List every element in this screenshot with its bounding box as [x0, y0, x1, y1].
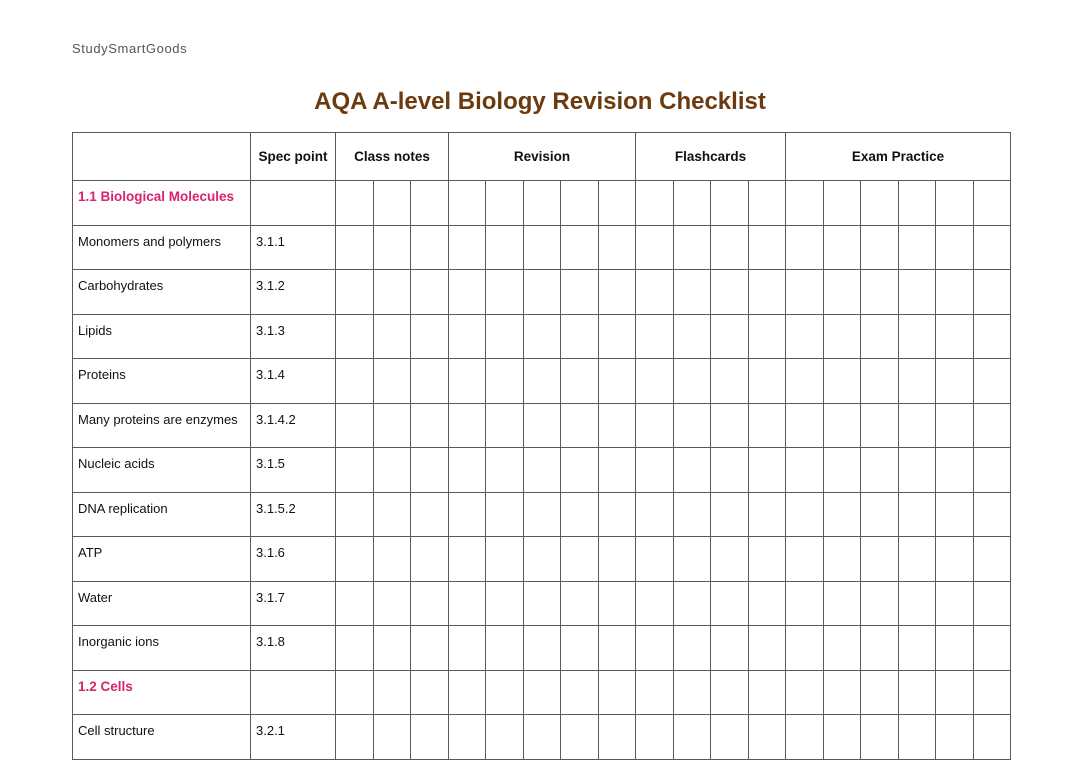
class-notes-checkbox-cell[interactable]	[336, 715, 374, 760]
exam-practice-checkbox-cell[interactable]	[861, 403, 899, 448]
revision-checkbox-cell[interactable]	[449, 626, 486, 671]
topic-column-header	[73, 133, 251, 181]
exam-practice-checkbox-cell[interactable]	[899, 537, 936, 582]
header-row	[73, 133, 1011, 181]
revision-checkbox-cell[interactable]	[449, 492, 486, 537]
revision-checkbox-cell[interactable]	[524, 403, 561, 448]
revision-checkbox-cell[interactable]	[599, 448, 636, 493]
flashcards-checkbox-cell[interactable]	[749, 181, 786, 226]
flashcards-checkbox-cell[interactable]	[711, 181, 749, 226]
topic-cell: ATP	[73, 537, 251, 582]
revision-checkbox-cell[interactable]	[449, 403, 486, 448]
exam-practice-checkbox-cell[interactable]	[936, 270, 974, 315]
flashcards-checkbox-cell[interactable]	[636, 626, 674, 671]
table-row	[73, 314, 1011, 359]
class-notes-checkbox-cell[interactable]	[374, 448, 411, 493]
class-notes-checkbox-cell[interactable]	[411, 359, 449, 404]
revision-checkbox-cell[interactable]	[486, 225, 524, 270]
exam-practice-checkbox-cell[interactable]	[974, 581, 1011, 626]
section-row	[73, 181, 1011, 226]
exam-practice-checkbox-cell[interactable]	[824, 492, 861, 537]
flashcards-checkbox-cell[interactable]	[711, 670, 749, 715]
exam-practice-checkbox-cell[interactable]	[974, 314, 1011, 359]
exam-practice-checkbox-cell[interactable]	[899, 270, 936, 315]
revision-checkbox-cell[interactable]	[449, 448, 486, 493]
spec-point-cell: 3.1.4.2	[251, 403, 336, 448]
topic-cell: Many proteins are enzymes	[73, 403, 251, 448]
revision-checkbox-cell[interactable]	[524, 314, 561, 359]
table-row	[73, 403, 1011, 448]
spec-point-cell: 3.1.3	[251, 314, 336, 359]
flashcards-checkbox-cell[interactable]	[711, 581, 749, 626]
flashcards-checkbox-cell[interactable]	[674, 448, 711, 493]
class-notes-checkbox-cell[interactable]	[374, 715, 411, 760]
flashcards-checkbox-cell[interactable]	[674, 492, 711, 537]
revision-checkbox-cell[interactable]	[449, 670, 486, 715]
exam-practice-checkbox-cell[interactable]	[824, 403, 861, 448]
flashcards-checkbox-cell[interactable]	[749, 670, 786, 715]
table-row	[73, 359, 1011, 404]
revision-checkbox-cell[interactable]	[486, 448, 524, 493]
revision-checkbox-cell[interactable]	[561, 181, 599, 226]
spec-point-cell: 3.1.6	[251, 537, 336, 582]
section-heading: 1.2 Cells	[73, 670, 251, 715]
exam-practice-checkbox-cell[interactable]	[936, 581, 974, 626]
revision-checkbox-cell[interactable]	[599, 270, 636, 315]
revision-checkbox-cell[interactable]	[486, 670, 524, 715]
revision-checkbox-cell[interactable]	[524, 181, 561, 226]
class-notes-checkbox-cell[interactable]	[374, 581, 411, 626]
revision-checkbox-cell[interactable]	[449, 359, 486, 404]
exam-practice-checkbox-cell[interactable]	[936, 537, 974, 582]
revision-checkbox-cell[interactable]	[486, 403, 524, 448]
class-notes-checkbox-cell[interactable]	[411, 225, 449, 270]
exam-practice-checkbox-cell[interactable]	[861, 270, 899, 315]
exam-practice-checkbox-cell[interactable]	[786, 314, 824, 359]
exam-practice-checkbox-cell[interactable]	[786, 225, 824, 270]
revision-checkbox-cell[interactable]	[561, 448, 599, 493]
revision-checkbox-cell[interactable]	[561, 537, 599, 582]
exam-practice-checkbox-cell[interactable]	[786, 403, 824, 448]
flashcards-checkbox-cell[interactable]	[749, 715, 786, 760]
exam-practice-checkbox-cell[interactable]	[861, 715, 899, 760]
flashcards-checkbox-cell[interactable]	[749, 537, 786, 582]
exam-practice-checkbox-cell[interactable]	[899, 492, 936, 537]
flashcards-checkbox-cell[interactable]	[636, 403, 674, 448]
flashcards-checkbox-cell[interactable]	[749, 359, 786, 404]
class-notes-checkbox-cell[interactable]	[374, 492, 411, 537]
class-notes-checkbox-cell[interactable]	[336, 314, 374, 359]
class-notes-checkbox-cell[interactable]	[411, 581, 449, 626]
exam-practice-checkbox-cell[interactable]	[824, 448, 861, 493]
exam-practice-checkbox-cell[interactable]	[974, 403, 1011, 448]
revision-checkbox-cell[interactable]	[561, 715, 599, 760]
class-notes-checkbox-cell[interactable]	[336, 403, 374, 448]
revision-checkbox-cell[interactable]	[599, 581, 636, 626]
revision-checkbox-cell[interactable]	[599, 492, 636, 537]
revision-checkbox-cell[interactable]	[486, 537, 524, 582]
flashcards-checkbox-cell[interactable]	[749, 492, 786, 537]
class-notes-checkbox-cell[interactable]	[411, 537, 449, 582]
exam-practice-checkbox-cell[interactable]	[899, 581, 936, 626]
revision-checkbox-cell[interactable]	[561, 670, 599, 715]
class-notes-checkbox-cell[interactable]	[336, 359, 374, 404]
revision-checkbox-cell[interactable]	[524, 492, 561, 537]
exam-practice-checkbox-cell[interactable]	[786, 670, 824, 715]
exam-practice-checkbox-cell[interactable]	[861, 581, 899, 626]
exam-practice-checkbox-cell[interactable]	[786, 492, 824, 537]
revision-checkbox-cell[interactable]	[524, 225, 561, 270]
flashcards-checkbox-cell[interactable]	[674, 359, 711, 404]
class-notes-checkbox-cell[interactable]	[336, 581, 374, 626]
exam-practice-checkbox-cell[interactable]	[974, 537, 1011, 582]
revision-checkbox-cell[interactable]	[486, 715, 524, 760]
flashcards-checkbox-cell[interactable]	[711, 403, 749, 448]
spec-point-cell: 3.1.2	[251, 270, 336, 315]
revision-checkbox-cell[interactable]	[486, 314, 524, 359]
exam-practice-checkbox-cell[interactable]	[899, 715, 936, 760]
exam-practice-checkbox-cell[interactable]	[974, 492, 1011, 537]
exam-practice-checkbox-cell[interactable]	[936, 314, 974, 359]
class-notes-checkbox-cell[interactable]	[411, 670, 449, 715]
exam-practice-checkbox-cell[interactable]	[861, 626, 899, 671]
topic-cell: Monomers and polymers	[73, 225, 251, 270]
exam-practice-checkbox-cell[interactable]	[899, 670, 936, 715]
flashcards-checkbox-cell[interactable]	[636, 715, 674, 760]
exam-practice-checkbox-cell[interactable]	[824, 225, 861, 270]
flashcards-checkbox-cell[interactable]	[674, 581, 711, 626]
exam-practice-checkbox-cell[interactable]	[824, 670, 861, 715]
flashcards-column-header: Flashcards	[636, 133, 786, 181]
brand-name: StudySmartGoods	[72, 41, 188, 56]
flashcards-checkbox-cell[interactable]	[749, 225, 786, 270]
exam-practice-checkbox-cell[interactable]	[974, 626, 1011, 671]
exam-practice-checkbox-cell[interactable]	[861, 225, 899, 270]
revision-checkbox-cell[interactable]	[486, 181, 524, 226]
class-notes-checkbox-cell[interactable]	[374, 626, 411, 671]
exam-practice-column-header: Exam Practice	[786, 133, 1011, 181]
flashcards-checkbox-cell[interactable]	[674, 715, 711, 760]
spec-point-cell: 3.2.1	[251, 715, 336, 760]
page-title: AQA A-level Biology Revision Checklist	[314, 88, 766, 115]
class-notes-checkbox-cell[interactable]	[336, 448, 374, 493]
revision-checkbox-cell[interactable]	[561, 403, 599, 448]
class-notes-checkbox-cell[interactable]	[336, 670, 374, 715]
flashcards-checkbox-cell[interactable]	[749, 314, 786, 359]
exam-practice-checkbox-cell[interactable]	[974, 181, 1011, 226]
revision-checkbox-cell[interactable]	[449, 314, 486, 359]
table-row	[73, 270, 1011, 315]
flashcards-checkbox-cell[interactable]	[636, 581, 674, 626]
exam-practice-checkbox-cell[interactable]	[786, 359, 824, 404]
exam-practice-checkbox-cell[interactable]	[786, 581, 824, 626]
flashcards-checkbox-cell[interactable]	[711, 492, 749, 537]
class-notes-checkbox-cell[interactable]	[336, 225, 374, 270]
flashcards-checkbox-cell[interactable]	[636, 492, 674, 537]
exam-practice-checkbox-cell[interactable]	[861, 670, 899, 715]
topic-cell: Inorganic ions	[73, 626, 251, 671]
class-notes-checkbox-cell[interactable]	[374, 314, 411, 359]
class-notes-checkbox-cell[interactable]	[336, 626, 374, 671]
exam-practice-checkbox-cell[interactable]	[936, 225, 974, 270]
revision-checkbox-cell[interactable]	[486, 626, 524, 671]
flashcards-checkbox-cell[interactable]	[711, 715, 749, 760]
exam-practice-checkbox-cell[interactable]	[899, 359, 936, 404]
class-notes-checkbox-cell[interactable]	[336, 492, 374, 537]
revision-checkbox-cell[interactable]	[449, 715, 486, 760]
exam-practice-checkbox-cell[interactable]	[786, 448, 824, 493]
topic-cell: Water	[73, 581, 251, 626]
spec-point-cell	[251, 670, 336, 715]
flashcards-checkbox-cell[interactable]	[674, 314, 711, 359]
class-notes-checkbox-cell[interactable]	[374, 537, 411, 582]
spec-point-cell: 3.1.5.2	[251, 492, 336, 537]
class-notes-checkbox-cell[interactable]	[374, 181, 411, 226]
exam-practice-checkbox-cell[interactable]	[974, 448, 1011, 493]
spec-point-cell: 3.1.1	[251, 225, 336, 270]
exam-practice-checkbox-cell[interactable]	[899, 403, 936, 448]
exam-practice-checkbox-cell[interactable]	[936, 181, 974, 226]
spec-point-cell	[251, 181, 336, 226]
spec-point-cell: 3.1.5	[251, 448, 336, 493]
revision-checkbox-cell[interactable]	[449, 181, 486, 226]
exam-practice-checkbox-cell[interactable]	[936, 448, 974, 493]
exam-practice-checkbox-cell[interactable]	[824, 270, 861, 315]
flashcards-checkbox-cell[interactable]	[636, 448, 674, 493]
topic-cell: Cell structure	[73, 715, 251, 760]
checklist-body	[73, 181, 1011, 760]
class-notes-checkbox-cell[interactable]	[336, 537, 374, 582]
table-row	[73, 715, 1011, 760]
flashcards-checkbox-cell[interactable]	[674, 225, 711, 270]
exam-practice-checkbox-cell[interactable]	[974, 715, 1011, 760]
flashcards-checkbox-cell[interactable]	[749, 581, 786, 626]
revision-checkbox-cell[interactable]	[449, 225, 486, 270]
exam-practice-checkbox-cell[interactable]	[936, 715, 974, 760]
revision-checkbox-cell[interactable]	[561, 314, 599, 359]
exam-practice-checkbox-cell[interactable]	[861, 359, 899, 404]
class-notes-checkbox-cell[interactable]	[336, 270, 374, 315]
exam-practice-checkbox-cell[interactable]	[824, 626, 861, 671]
revision-checkbox-cell[interactable]	[524, 270, 561, 315]
flashcards-checkbox-cell[interactable]	[636, 225, 674, 270]
class-notes-checkbox-cell[interactable]	[374, 670, 411, 715]
revision-checkbox-cell[interactable]	[561, 492, 599, 537]
section-heading: 1.1 Biological Molecules	[73, 181, 251, 226]
table-row	[73, 626, 1011, 671]
exam-practice-checkbox-cell[interactable]	[936, 359, 974, 404]
revision-checkbox-cell[interactable]	[524, 537, 561, 582]
flashcards-checkbox-cell[interactable]	[711, 270, 749, 315]
spec-point-cell: 3.1.8	[251, 626, 336, 671]
revision-checkbox-cell[interactable]	[599, 670, 636, 715]
topic-cell: Nucleic acids	[73, 448, 251, 493]
exam-practice-checkbox-cell[interactable]	[974, 270, 1011, 315]
exam-practice-checkbox-cell[interactable]	[936, 403, 974, 448]
revision-column-header: Revision	[449, 133, 636, 181]
exam-practice-checkbox-cell[interactable]	[899, 225, 936, 270]
exam-practice-checkbox-cell[interactable]	[899, 314, 936, 359]
flashcards-checkbox-cell[interactable]	[749, 448, 786, 493]
revision-checkbox-cell[interactable]	[599, 626, 636, 671]
revision-checkbox-cell[interactable]	[486, 359, 524, 404]
class-notes-column-header: Class notes	[336, 133, 449, 181]
exam-practice-checkbox-cell[interactable]	[936, 626, 974, 671]
revision-checkbox-cell[interactable]	[561, 581, 599, 626]
revision-checkbox-cell[interactable]	[486, 581, 524, 626]
revision-checkbox-cell[interactable]	[524, 359, 561, 404]
exam-practice-checkbox-cell[interactable]	[786, 537, 824, 582]
exam-practice-checkbox-cell[interactable]	[974, 359, 1011, 404]
exam-practice-checkbox-cell[interactable]	[936, 670, 974, 715]
class-notes-checkbox-cell[interactable]	[411, 448, 449, 493]
revision-checkbox-cell[interactable]	[524, 626, 561, 671]
exam-practice-checkbox-cell[interactable]	[974, 225, 1011, 270]
flashcards-checkbox-cell[interactable]	[636, 537, 674, 582]
exam-practice-checkbox-cell[interactable]	[861, 181, 899, 226]
revision-checkbox-cell[interactable]	[561, 270, 599, 315]
revision-checkbox-cell[interactable]	[599, 359, 636, 404]
exam-practice-checkbox-cell[interactable]	[786, 181, 824, 226]
class-notes-checkbox-cell[interactable]	[374, 225, 411, 270]
exam-practice-checkbox-cell[interactable]	[824, 581, 861, 626]
table-row	[73, 581, 1011, 626]
class-notes-checkbox-cell[interactable]	[411, 270, 449, 315]
revision-checkbox-cell[interactable]	[524, 715, 561, 760]
class-notes-checkbox-cell[interactable]	[374, 359, 411, 404]
topic-cell: Carbohydrates	[73, 270, 251, 315]
revision-checkbox-cell[interactable]	[599, 403, 636, 448]
flashcards-checkbox-cell[interactable]	[674, 403, 711, 448]
topic-cell: Proteins	[73, 359, 251, 404]
revision-checkbox-cell[interactable]	[599, 225, 636, 270]
class-notes-checkbox-cell[interactable]	[411, 626, 449, 671]
class-notes-checkbox-cell[interactable]	[411, 715, 449, 760]
class-notes-checkbox-cell[interactable]	[411, 403, 449, 448]
revision-checkbox-cell[interactable]	[561, 626, 599, 671]
revision-checklist-table	[72, 132, 1011, 760]
flashcards-checkbox-cell[interactable]	[711, 225, 749, 270]
flashcards-checkbox-cell[interactable]	[636, 181, 674, 226]
flashcards-checkbox-cell[interactable]	[749, 626, 786, 671]
flashcards-checkbox-cell[interactable]	[711, 314, 749, 359]
topic-cell: Lipids	[73, 314, 251, 359]
flashcards-checkbox-cell[interactable]	[674, 537, 711, 582]
exam-practice-checkbox-cell[interactable]	[861, 537, 899, 582]
exam-practice-checkbox-cell[interactable]	[899, 448, 936, 493]
exam-practice-checkbox-cell[interactable]	[824, 715, 861, 760]
exam-practice-checkbox-cell[interactable]	[786, 270, 824, 315]
table-row	[73, 492, 1011, 537]
spec-point-cell: 3.1.7	[251, 581, 336, 626]
exam-practice-checkbox-cell[interactable]	[786, 626, 824, 671]
spec-point-cell: 3.1.4	[251, 359, 336, 404]
exam-practice-checkbox-cell[interactable]	[861, 314, 899, 359]
revision-checkbox-cell[interactable]	[561, 359, 599, 404]
flashcards-checkbox-cell[interactable]	[636, 270, 674, 315]
table-row	[73, 225, 1011, 270]
flashcards-checkbox-cell[interactable]	[711, 626, 749, 671]
revision-checkbox-cell[interactable]	[524, 448, 561, 493]
flashcards-checkbox-cell[interactable]	[636, 670, 674, 715]
class-notes-checkbox-cell[interactable]	[411, 492, 449, 537]
topic-cell: DNA replication	[73, 492, 251, 537]
flashcards-checkbox-cell[interactable]	[674, 670, 711, 715]
exam-practice-checkbox-cell[interactable]	[861, 492, 899, 537]
revision-checkbox-cell[interactable]	[486, 270, 524, 315]
spec-point-column-header: Spec point	[251, 133, 336, 181]
revision-checkbox-cell[interactable]	[449, 537, 486, 582]
table-row	[73, 537, 1011, 582]
revision-checkbox-cell[interactable]	[599, 715, 636, 760]
exam-practice-checkbox-cell[interactable]	[861, 448, 899, 493]
flashcards-checkbox-cell[interactable]	[749, 270, 786, 315]
revision-checkbox-cell[interactable]	[599, 537, 636, 582]
exam-practice-checkbox-cell[interactable]	[824, 537, 861, 582]
exam-practice-checkbox-cell[interactable]	[899, 626, 936, 671]
exam-practice-checkbox-cell[interactable]	[974, 670, 1011, 715]
class-notes-checkbox-cell[interactable]	[411, 181, 449, 226]
flashcards-checkbox-cell[interactable]	[636, 359, 674, 404]
flashcards-checkbox-cell[interactable]	[636, 314, 674, 359]
exam-practice-checkbox-cell[interactable]	[824, 181, 861, 226]
exam-practice-checkbox-cell[interactable]	[899, 181, 936, 226]
flashcards-checkbox-cell[interactable]	[674, 626, 711, 671]
flashcards-checkbox-cell[interactable]	[711, 359, 749, 404]
revision-checkbox-cell[interactable]	[524, 581, 561, 626]
class-notes-checkbox-cell[interactable]	[411, 314, 449, 359]
flashcards-checkbox-cell[interactable]	[749, 403, 786, 448]
class-notes-checkbox-cell[interactable]	[336, 181, 374, 226]
exam-practice-checkbox-cell[interactable]	[936, 492, 974, 537]
revision-checkbox-cell[interactable]	[449, 581, 486, 626]
flashcards-checkbox-cell[interactable]	[674, 181, 711, 226]
flashcards-checkbox-cell[interactable]	[711, 537, 749, 582]
table-row	[73, 448, 1011, 493]
class-notes-checkbox-cell[interactable]	[374, 270, 411, 315]
exam-practice-checkbox-cell[interactable]	[824, 314, 861, 359]
section-row	[73, 670, 1011, 715]
flashcards-checkbox-cell[interactable]	[674, 270, 711, 315]
exam-practice-checkbox-cell[interactable]	[824, 359, 861, 404]
revision-checkbox-cell[interactable]	[524, 670, 561, 715]
revision-checkbox-cell[interactable]	[561, 225, 599, 270]
revision-checkbox-cell[interactable]	[599, 314, 636, 359]
class-notes-checkbox-cell[interactable]	[374, 403, 411, 448]
revision-checkbox-cell[interactable]	[599, 181, 636, 226]
revision-checkbox-cell[interactable]	[449, 270, 486, 315]
revision-checkbox-cell[interactable]	[486, 492, 524, 537]
flashcards-checkbox-cell[interactable]	[711, 448, 749, 493]
exam-practice-checkbox-cell[interactable]	[786, 715, 824, 760]
